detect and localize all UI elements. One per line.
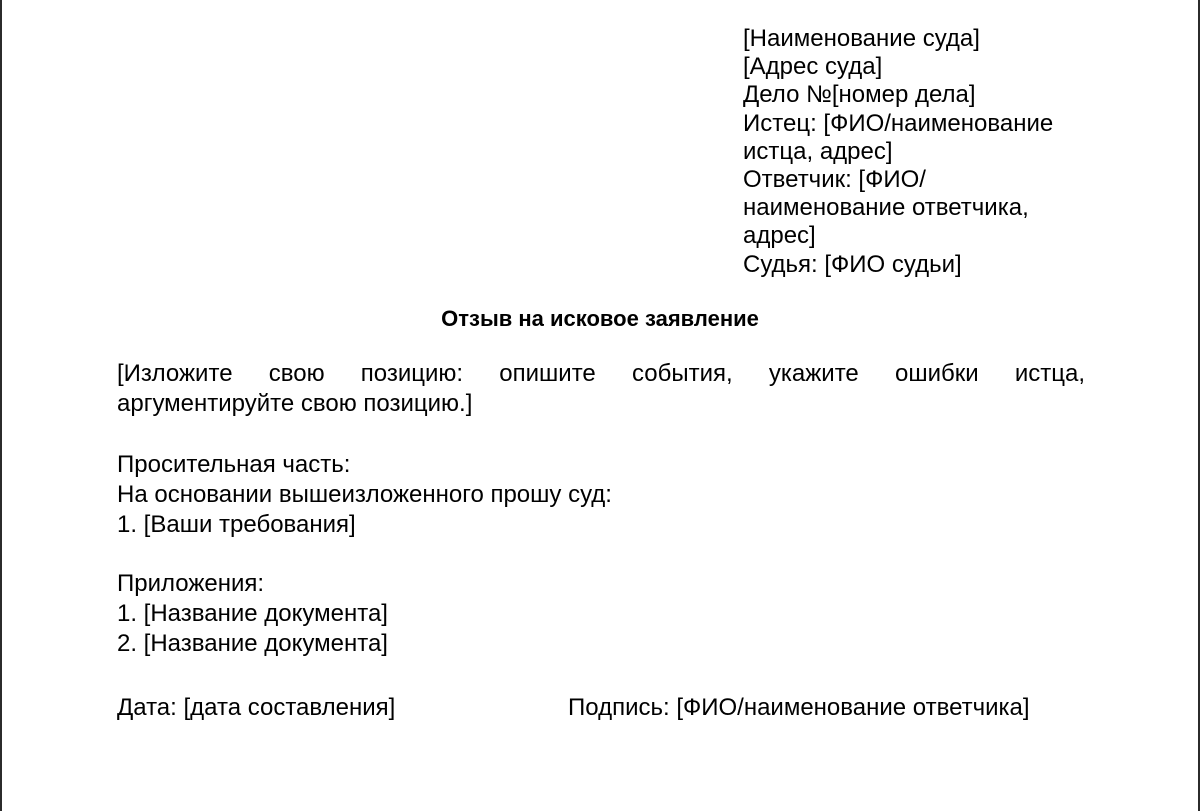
defendant-line-1: Ответчик: [ФИО/ [743,166,926,194]
petition-section [117,450,1085,540]
attachment-item-1: 1. [Название документа] [117,600,388,627]
defendant-line-3: адрес] [743,222,816,250]
position-line-1: [Изложите свою позицию: опишите события, укажите ошибки истца, [117,360,1085,387]
judge: Судья: [ФИО судьи] [743,250,962,278]
court-name: [Наименование суда] [743,25,980,52]
defendant-line-2: наименование ответчика, [743,194,1029,222]
petition-item-1: 1. [Ваши требования] [117,511,356,538]
petition-intro: На основании вышеизложенного прошу суд: [117,481,612,508]
date-field: Дата: [дата составления] [117,694,396,721]
plaintiff-line-2: истца, адрес] [743,137,893,165]
case-number: Дело №[номер дела] [743,81,976,109]
attachments-heading: Приложения: [117,570,265,597]
document-header [743,25,1073,279]
position-paragraph [117,359,1085,419]
petition-heading: Просительная часть: [117,451,351,478]
page-left-border [0,0,2,811]
signature-field: Подпись: [ФИО/наименование ответчика] [568,694,1030,721]
attachment-item-2: 2. [Название документа] [117,630,388,657]
plaintiff-line-1: Истец: [ФИО/наименование [743,109,1054,137]
court-address: [Адрес суда] [743,53,883,81]
position-line-2: аргументируйте свою позицию.] [117,390,473,417]
document-title: Отзыв на исковое заявление [441,306,759,331]
attachments-section [117,569,1085,659]
